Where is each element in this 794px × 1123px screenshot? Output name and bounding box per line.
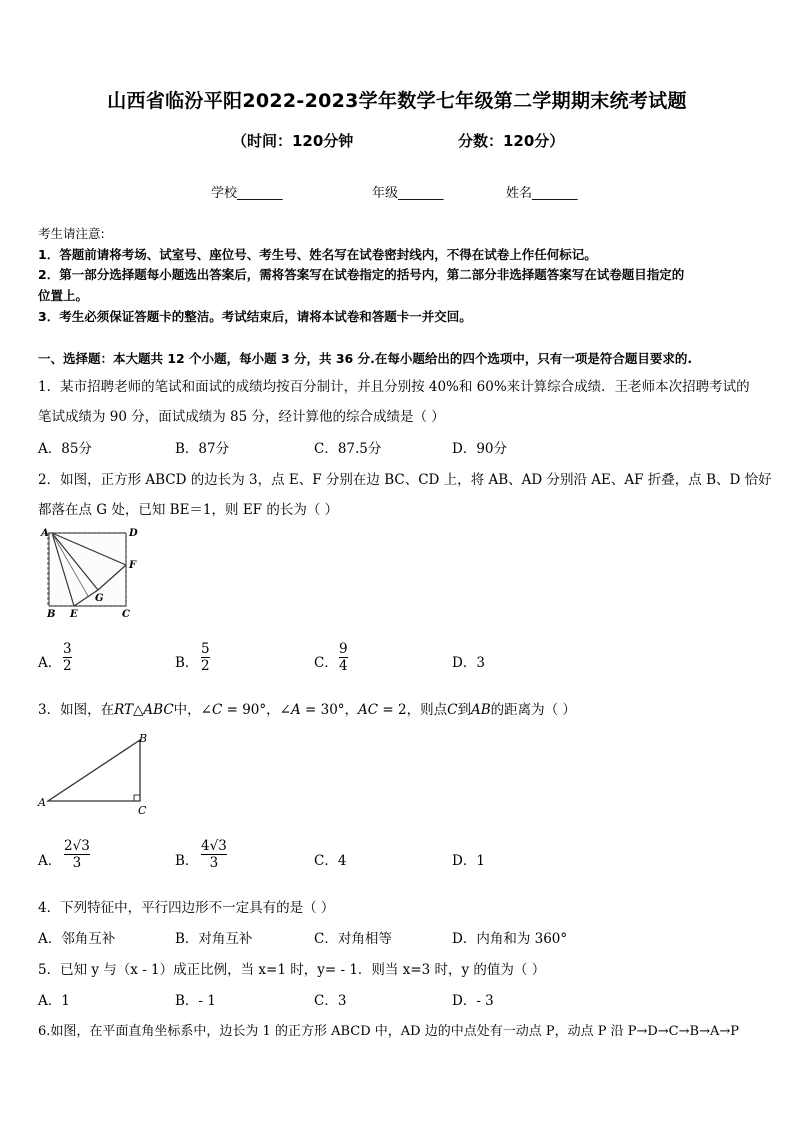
label-a: A xyxy=(41,528,49,539)
q1-line-1: 1．某市招聘老师的笔试和面试的成绩均按百分制计，并且分别按 40%和 60%来计算综合成绩．王老师本次招聘考试的 xyxy=(38,379,750,395)
q4-option-b: B．对角互补 xyxy=(175,931,253,947)
q4-option-a: A．邻角互补 xyxy=(38,931,116,947)
label-a: A xyxy=(38,796,46,809)
label-c: C xyxy=(138,804,147,817)
q3-var: C xyxy=(447,702,458,718)
q2-option-a-fraction xyxy=(63,641,72,674)
q4-option-d: D．内角和为 360° xyxy=(452,931,568,947)
numerator: 4√3 xyxy=(201,838,227,854)
q2-option-a-label: A． xyxy=(38,655,62,671)
label-c: C xyxy=(122,609,130,620)
numerator: 2√3 xyxy=(64,838,90,854)
school-field: 学校_______ xyxy=(211,186,283,201)
notice-line-2b: 位置上。 xyxy=(38,288,89,303)
q1-option-c: C．87.5分 xyxy=(314,441,382,457)
q3-text: = 90°，∠ xyxy=(222,702,291,718)
q1-line-2: 笔试成绩为 90 分，面试成绩为 85 分，经计算他的综合成绩是（ ） xyxy=(38,409,445,425)
q3-option-b-fraction xyxy=(201,838,227,871)
q2-option-b-fraction xyxy=(201,641,210,674)
exam-score: 分数：120分） xyxy=(458,132,565,150)
q3-text: 到 xyxy=(457,702,471,718)
q3-text-pre: 3．如图，在 xyxy=(38,702,115,718)
triangle-abc xyxy=(48,740,140,801)
q5-option-c: C．3 xyxy=(314,993,347,1009)
q2-line-1: 2．如图，正方形 ABCD 的边长为 3，点 E、F 分别在边 BC、CD 上，将 AB、AD 分别沿 AE、AF 折叠，点 B、D 恰好 xyxy=(38,472,772,488)
q5-stem: 5．已知 y 与（x - 1）成正比例，当 x=1 时，y= - 1．则当 x=3 时，y 的值为（ ） xyxy=(38,962,546,978)
denominator: 3 xyxy=(209,855,219,871)
q3-option-c: C．4 xyxy=(314,853,347,869)
q2-option-b-label: B． xyxy=(175,655,199,671)
q3-text: 中，∠ xyxy=(173,702,212,718)
q5-option-a: A．1 xyxy=(38,993,70,1009)
q3-var: A xyxy=(290,702,301,718)
q2-option-c-label: C． xyxy=(314,655,338,671)
numerator: 3 xyxy=(63,641,72,657)
numerator: 9 xyxy=(339,641,348,657)
q1-option-b: B．87分 xyxy=(175,441,230,457)
notice-line-1: 1．答题前请将考场、试室号、座位号、考生号、姓名写在试卷密封线内，不得在试卷上作任何标记。 xyxy=(38,247,597,262)
denominator: 2 xyxy=(63,658,72,674)
q2-option-c-fraction xyxy=(339,641,348,674)
label-f: F xyxy=(129,560,137,571)
q3-var: AC xyxy=(358,702,379,718)
q3-option-b-label: B． xyxy=(175,853,199,869)
q2-option-d: D．3 xyxy=(452,655,485,671)
q3-text: = 2，则点 xyxy=(378,702,448,718)
q3-stem xyxy=(38,698,576,718)
denominator: 4 xyxy=(339,658,348,674)
page-title: 山西省临汾平阳2022-2023学年数学七年级第二学期期末统考试题 xyxy=(107,90,687,112)
q1-option-d: D．90分 xyxy=(452,441,508,457)
right-angle-mark xyxy=(134,795,140,801)
notice-line-2a: 2．第一部分选择题每小题选出答案后，需将答案写在试卷指定的括号内，第二部分非选择题答案写在试卷题目指定的 xyxy=(38,267,685,282)
label-b: B xyxy=(47,609,56,620)
numerator: 5 xyxy=(201,641,210,657)
q3-option-a-label: A． xyxy=(38,853,62,869)
q4-option-c: C．对角相等 xyxy=(314,931,392,947)
q3-option-a-fraction xyxy=(64,838,90,871)
label-e: E xyxy=(70,609,78,620)
q3-figure-triangle xyxy=(36,728,156,820)
q3-text: = 30°， xyxy=(300,702,359,718)
label-g: G xyxy=(95,593,104,604)
label-b: B xyxy=(139,732,148,745)
q3-option-d: D．1 xyxy=(452,853,485,869)
notice-heading: 考生请注意: xyxy=(38,226,105,241)
exam-time: （时间：120分钟 xyxy=(232,132,354,150)
q2-line-2: 都落在点 G 处，已知 BE＝1，则 EF 的长为（ ） xyxy=(38,502,339,518)
name-field: 姓名_______ xyxy=(506,186,578,201)
grade-field: 年级_______ xyxy=(372,186,444,201)
q5-option-b: B．- 1 xyxy=(175,993,216,1009)
q3-triangle: RT△ABC xyxy=(114,702,174,718)
q3-var: AB xyxy=(470,702,491,718)
q4-stem: 4．下列特征中，平行四边形不一定具有的是（ ） xyxy=(38,900,335,916)
denominator: 3 xyxy=(72,855,82,871)
notice-line-3: 3．考生必须保证答题卡的整洁。考试结束后，请将本试卷和答题卡一并交回。 xyxy=(38,309,472,324)
q3-text-post: 的距离为（ ） xyxy=(490,702,576,718)
q3-var: C xyxy=(211,702,223,718)
denominator: 2 xyxy=(201,658,210,674)
label-d: D xyxy=(129,528,138,539)
q5-option-d: D．- 3 xyxy=(452,993,494,1009)
q6-stem: 6.如图，在平面直角坐标系中，边长为 1 的正方形 ABCD 中，AD 边的中点处有一动点 P，动点 P 沿 P→D→C→B→A→P xyxy=(38,1024,739,1039)
q2-figure-square xyxy=(38,526,148,622)
q1-option-a: A．85分 xyxy=(38,441,92,457)
section-heading: 一、选择题：本大题共 12 个小题，每小题 3 分，共 36 分.在每小题给出的四个选项中，只有一项是符合题目要求的. xyxy=(38,351,693,366)
